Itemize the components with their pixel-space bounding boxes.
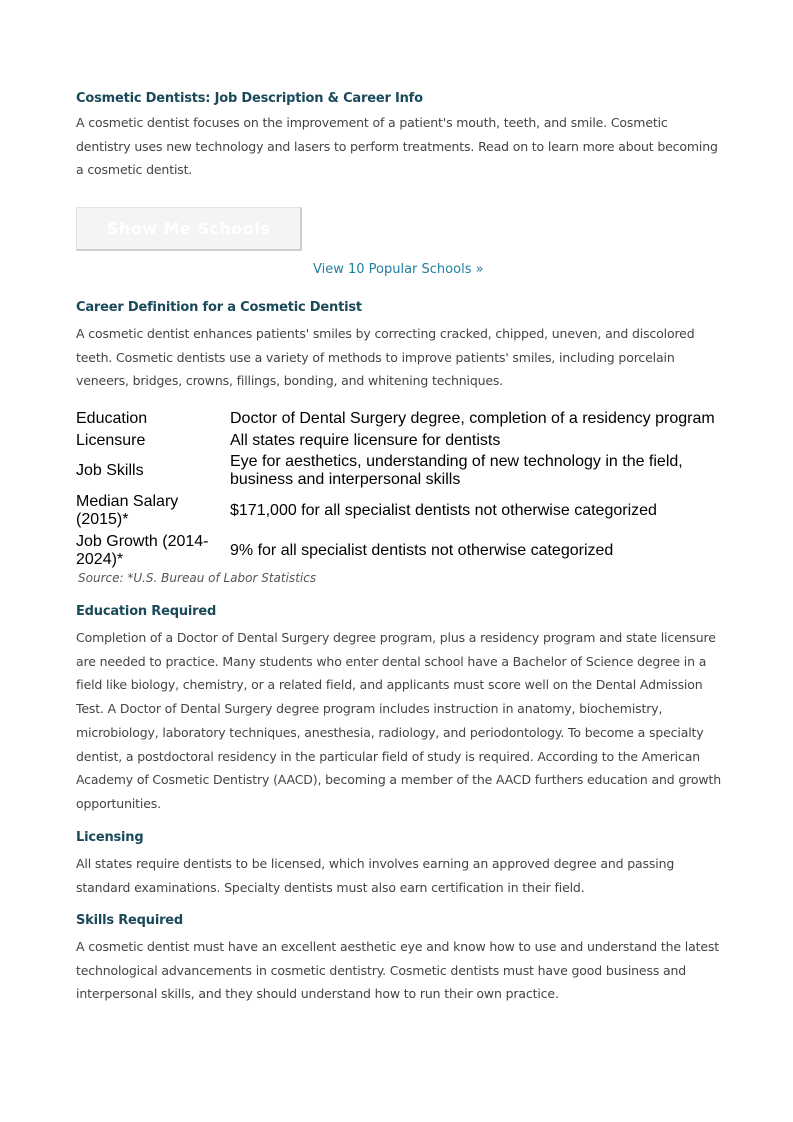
licensing-heading: Licensing	[76, 830, 144, 845]
view-popular-schools-link[interactable]: View 10 Popular Schools »	[313, 262, 484, 277]
fact-label: Job Growth (2014-2024)*	[76, 533, 209, 568]
skills-heading: Skills Required	[76, 913, 184, 928]
fact-label: Licensure	[76, 431, 146, 449]
fact-value: All states require licensure for dentists	[230, 431, 501, 449]
show-me-schools-button[interactable]: Show Me Schools	[76, 207, 302, 251]
licensing-paragraph: All states require dentists to be licensed, which involves earning an approved degree and passing standard examinations. Specialty dentists must also earn certification in their field.	[76, 856, 675, 895]
page-title: Cosmetic Dentists: Job Description & Career Info	[76, 91, 423, 106]
career-definition-paragraph: A cosmetic dentist enhances patients' smiles by correcting cracked, chipped, uneven, and discolored teeth. Cosmetic dentists use a variety of methods to improve patients' smiles, including porcelain veneers, bridges, crowns, fillings, bonding, and whitening techniques.	[76, 326, 695, 389]
table-row	[76, 451, 724, 491]
fact-value: $171,000 for all specialist dentists not otherwise categorized	[230, 502, 657, 519]
fact-label: Median Salary (2015)*	[76, 493, 179, 528]
fact-value: 9% for all specialist dentists not otherwise categorized	[230, 542, 614, 559]
fact-label: Education	[76, 410, 148, 427]
career-definition-heading: Career Definition for a Cosmetic Dentist	[76, 300, 362, 315]
education-paragraph: Completion of a Doctor of Dental Surgery degree program, plus a residency program and state licensure are needed to practice. Many students who enter dental school have a Bachelor of Science degree in a field like biology, chemistry, or a related field, and applicants must score well on the Dental Admission Test. A Doctor of Dental Surgery degree program includes instruction in anatomy, biochemistry, microbiology, laboratory techniques, anesthesia, radiology, and periodontology. To become a specialty dentist, a postdoctoral residency in the particular field of study is required. According to the American Academy of Cosmetic Dentistry (AACD), becoming a member of the AACD furthers education and growth opportunities.	[76, 630, 721, 811]
source-note: Source: *U.S. Bureau of Labor Statistics	[78, 571, 317, 585]
table-row	[76, 531, 724, 571]
table-row	[76, 430, 724, 451]
skills-paragraph: A cosmetic dentist must have an excellent aesthetic eye and know how to use and understand the latest technological advancements in cosmetic dentistry. Cosmetic dentists must have good business and interpersonal skills, and they should understand how to run their own practice.	[76, 939, 719, 1002]
table-row	[76, 491, 724, 531]
fact-label: Job Skills	[76, 462, 144, 479]
fact-value: Doctor of Dental Surgery degree, completion of a residency program	[230, 410, 715, 427]
intro-paragraph: A cosmetic dentist focuses on the improvement of a patient's mouth, teeth, and smile. Cosmetic dentistry uses new technology and lasers to perform treatments. Read on to learn more about becoming a cosmetic dentist.	[76, 115, 718, 178]
career-facts-table	[76, 408, 724, 571]
education-heading: Education Required	[76, 604, 217, 619]
fact-value: Eye for aesthetics, understanding of new technology in the field, business and interpersonal skills	[230, 453, 683, 488]
table-row	[76, 408, 724, 430]
